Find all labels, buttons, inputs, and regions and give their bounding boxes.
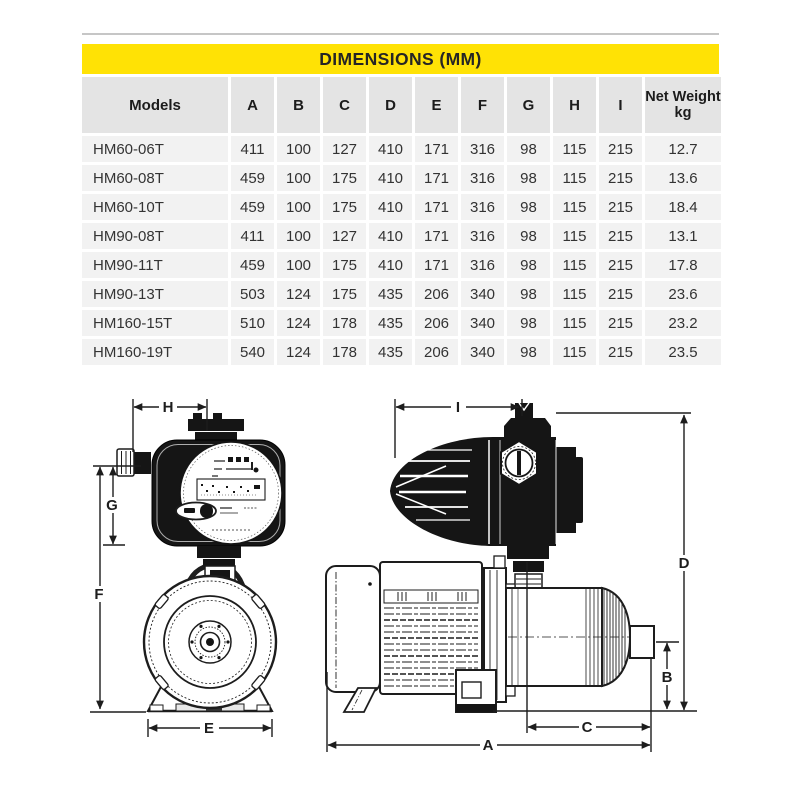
col-header-h: H bbox=[553, 77, 596, 133]
dimension-cell: 215 bbox=[599, 252, 642, 278]
model-cell: HM90-13T bbox=[82, 281, 228, 307]
model-cell: HM160-15T bbox=[82, 310, 228, 336]
dimension-cell: 115 bbox=[553, 223, 596, 249]
dimension-cell: 316 bbox=[461, 136, 504, 162]
dimension-cell: 340 bbox=[461, 310, 504, 336]
dim-label-i bbox=[451, 399, 466, 416]
dimension-cell: 459 bbox=[231, 252, 274, 278]
model-cell: HM90-08T bbox=[82, 223, 228, 249]
dim-e-text: E bbox=[203, 720, 215, 737]
net-weight-cell: 17.8 bbox=[645, 252, 721, 278]
col-header-b: B bbox=[277, 77, 320, 133]
model-cell: HM90-11T bbox=[82, 252, 228, 278]
dimension-cell: 410 bbox=[369, 165, 412, 191]
dimension-cell: 98 bbox=[507, 281, 550, 307]
dimension-cell: 340 bbox=[461, 281, 504, 307]
model-cell: HM60-10T bbox=[82, 194, 228, 220]
dimension-cell: 316 bbox=[461, 165, 504, 191]
dimension-cell: 178 bbox=[323, 339, 366, 365]
dimension-cell: 410 bbox=[369, 252, 412, 278]
dim-label-c bbox=[579, 719, 596, 736]
dimension-cell: 175 bbox=[323, 194, 366, 220]
col-header-a: A bbox=[231, 77, 274, 133]
dimension-cell: 127 bbox=[323, 223, 366, 249]
dimension-cell: 115 bbox=[553, 136, 596, 162]
dim-label-h bbox=[159, 399, 177, 416]
dimension-cell: 410 bbox=[369, 136, 412, 162]
dim-label-e bbox=[200, 720, 219, 737]
dimension-cell: 98 bbox=[507, 136, 550, 162]
dimension-cell: 100 bbox=[277, 136, 320, 162]
dimension-cell: 115 bbox=[553, 281, 596, 307]
dim-a-text: A bbox=[482, 737, 494, 754]
dimension-cell: 316 bbox=[461, 194, 504, 220]
dimension-cell: 171 bbox=[415, 194, 458, 220]
dimension-cell: 510 bbox=[231, 310, 274, 336]
dimension-cell: 215 bbox=[599, 136, 642, 162]
dim-label-d bbox=[675, 555, 694, 572]
dimension-cell: 171 bbox=[415, 165, 458, 191]
net-weight-cell: 13.1 bbox=[645, 223, 721, 249]
dimension-cell: 435 bbox=[369, 281, 412, 307]
col-header-g: G bbox=[507, 77, 550, 133]
dimension-cell: 410 bbox=[369, 194, 412, 220]
pump-side-view bbox=[326, 403, 654, 712]
dim-label-f bbox=[90, 586, 109, 603]
dim-label-b bbox=[658, 669, 676, 686]
dimension-cell: 100 bbox=[277, 252, 320, 278]
col-header-c: C bbox=[323, 77, 366, 133]
dimension-cell: 115 bbox=[553, 310, 596, 336]
dimension-cell: 100 bbox=[277, 165, 320, 191]
dimension-cell: 411 bbox=[231, 136, 274, 162]
dim-label-a bbox=[480, 737, 497, 754]
dimension-cell: 98 bbox=[507, 252, 550, 278]
dimension-cell: 215 bbox=[599, 165, 642, 191]
dim-h-text: H bbox=[162, 399, 174, 416]
col-header-net-weight: Net Weight kg bbox=[645, 77, 721, 133]
dimension-cell: 435 bbox=[369, 310, 412, 336]
dim-i-text: I bbox=[455, 399, 461, 416]
dimension-cell: 98 bbox=[507, 194, 550, 220]
dim-d-text: D bbox=[678, 555, 690, 572]
table-title: DIMENSIONS (MM) bbox=[319, 48, 482, 69]
dimension-cell: 459 bbox=[231, 165, 274, 191]
dimension-cell: 115 bbox=[553, 165, 596, 191]
model-cell: HM160-19T bbox=[82, 339, 228, 365]
net-weight-cell: 23.6 bbox=[645, 281, 721, 307]
net-weight-cell: 18.4 bbox=[645, 194, 721, 220]
dimension-cell: 171 bbox=[415, 223, 458, 249]
dim-f-text: F bbox=[94, 586, 104, 603]
model-cell: HM60-08T bbox=[82, 165, 228, 191]
dimension-cell: 459 bbox=[231, 194, 274, 220]
col-header-i: I bbox=[599, 77, 642, 133]
dimension-cell: 215 bbox=[599, 281, 642, 307]
dimension-cell: 410 bbox=[369, 223, 412, 249]
dimension-cell: 175 bbox=[323, 281, 366, 307]
model-cell: HM60-06T bbox=[82, 136, 228, 162]
dimension-cell: 175 bbox=[323, 252, 366, 278]
net-weight-cell: 23.2 bbox=[645, 310, 721, 336]
dimension-cell: 206 bbox=[415, 281, 458, 307]
net-weight-cell: 23.5 bbox=[645, 339, 721, 365]
dimension-cell: 411 bbox=[231, 223, 274, 249]
dim-c-text: C bbox=[581, 719, 593, 736]
dimension-cell: 124 bbox=[277, 281, 320, 307]
dimension-cell: 316 bbox=[461, 223, 504, 249]
net-weight-cell: 12.7 bbox=[645, 136, 721, 162]
dimension-cell: 100 bbox=[277, 223, 320, 249]
dim-label-g bbox=[103, 497, 122, 514]
dimension-cell: 316 bbox=[461, 252, 504, 278]
dim-b-text: B bbox=[661, 669, 673, 686]
dimension-cell: 215 bbox=[599, 223, 642, 249]
dimension-cell: 98 bbox=[507, 339, 550, 365]
dimension-cell: 100 bbox=[277, 194, 320, 220]
dimension-cell: 98 bbox=[507, 310, 550, 336]
net-weight-cell: 13.6 bbox=[645, 165, 721, 191]
dimension-cell: 115 bbox=[553, 194, 596, 220]
dimension-cell: 124 bbox=[277, 310, 320, 336]
dimension-cell: 340 bbox=[461, 339, 504, 365]
pump-front-view bbox=[117, 413, 285, 711]
col-header-e: E bbox=[415, 77, 458, 133]
dimension-cell: 215 bbox=[599, 310, 642, 336]
dimension-cell: 540 bbox=[231, 339, 274, 365]
dimension-cell: 171 bbox=[415, 136, 458, 162]
dimension-cell: 435 bbox=[369, 339, 412, 365]
dim-g-text: G bbox=[106, 497, 118, 514]
col-header-models: Models bbox=[82, 77, 228, 133]
dimension-cell: 206 bbox=[415, 339, 458, 365]
dimension-cell: 127 bbox=[323, 136, 366, 162]
dimension-cell: 115 bbox=[553, 252, 596, 278]
dimension-cell: 206 bbox=[415, 310, 458, 336]
dimension-cell: 171 bbox=[415, 252, 458, 278]
dimension-cell: 178 bbox=[323, 310, 366, 336]
dimension-cell: 215 bbox=[599, 194, 642, 220]
col-header-f: F bbox=[461, 77, 504, 133]
dimension-cell: 175 bbox=[323, 165, 366, 191]
dimension-cell: 503 bbox=[231, 281, 274, 307]
dimension-cell: 115 bbox=[553, 339, 596, 365]
dimension-cell: 98 bbox=[507, 165, 550, 191]
dimension-cell: 98 bbox=[507, 223, 550, 249]
dimension-cell: 215 bbox=[599, 339, 642, 365]
dimension-cell: 124 bbox=[277, 339, 320, 365]
col-header-d: D bbox=[369, 77, 412, 133]
